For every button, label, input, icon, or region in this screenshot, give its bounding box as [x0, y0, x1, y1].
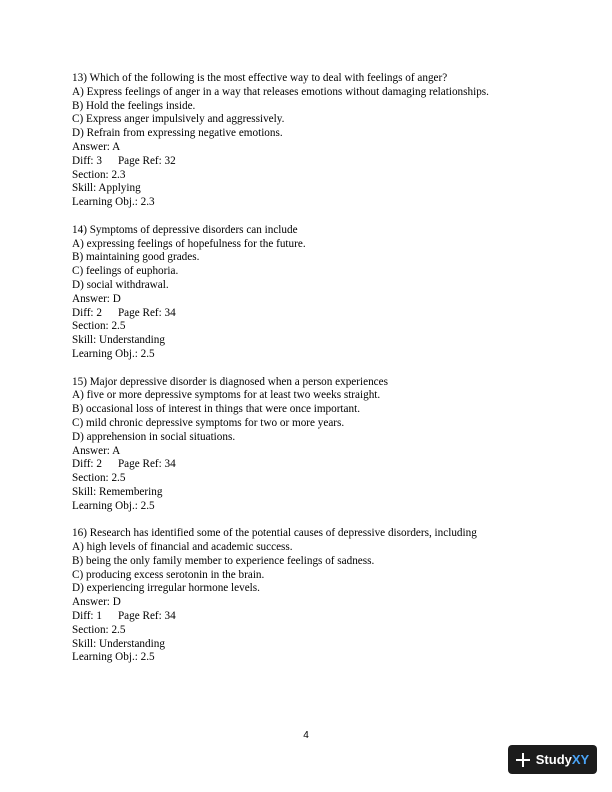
answer: Answer: A	[72, 444, 121, 457]
option-c: C) producing excess serotonin in the brain.	[72, 568, 265, 581]
option-a: A) five or more depressive symptoms for at least two weeks straight.	[72, 389, 381, 402]
option-c: C) feelings of euphoria.	[72, 265, 179, 278]
skill: Skill: Remembering	[72, 485, 163, 498]
option-a: A) Express feelings of anger in a way that releases emotions without damaging relationships.	[72, 85, 489, 98]
difficulty: Diff: 2	[72, 458, 102, 471]
learning-objective: Learning Obj.: 2.5	[72, 347, 155, 360]
page-number: 4	[303, 730, 309, 741]
badge-text-main: Study	[535, 752, 572, 767]
question-13	[72, 72, 542, 210]
page-ref: Page Ref: 32	[117, 154, 176, 167]
question-15	[72, 376, 542, 514]
question-14	[72, 224, 542, 362]
question-list	[72, 72, 542, 679]
difficulty: Diff: 2	[72, 306, 102, 319]
question-stem: 13) Which of the following is the most effective way to deal with feelings of anger?	[72, 72, 448, 84]
question-16	[72, 527, 542, 665]
option-c: C) Express anger impulsively and aggressively.	[72, 113, 285, 126]
answer: Answer: D	[72, 596, 121, 609]
question-stem: 14) Symptoms of depressive disorders can include	[72, 223, 298, 236]
question-stem: 15) Major depressive disorder is diagnosed when a person experiences	[72, 375, 388, 388]
skill: Skill: Understanding	[72, 637, 165, 650]
page-ref: Page Ref: 34	[117, 306, 176, 319]
skill: Skill: Applying	[72, 182, 141, 195]
option-a: A) expressing feelings of hopefulness for the future.	[72, 237, 306, 250]
option-d: D) apprehension in social situations.	[72, 430, 236, 443]
section: Section: 2.5	[72, 320, 126, 333]
answer: Answer: A	[72, 140, 121, 153]
badge-text	[536, 752, 589, 767]
difficulty-line	[72, 307, 542, 321]
page-ref: Page Ref: 34	[117, 610, 176, 623]
skill: Skill: Understanding	[72, 334, 165, 347]
answer: Answer: D	[72, 292, 121, 305]
page-ref: Page Ref: 34	[117, 458, 176, 471]
section: Section: 2.5	[72, 623, 126, 636]
plus-icon	[516, 753, 530, 767]
badge-text-accent: XY	[571, 752, 590, 767]
difficulty-line	[72, 155, 542, 169]
option-d: D) Refrain from expressing negative emotions.	[72, 127, 283, 140]
difficulty: Diff: 3	[72, 154, 102, 167]
difficulty-line	[72, 610, 542, 624]
option-b: B) Hold the feelings inside.	[72, 99, 196, 112]
option-d: D) experiencing irregular hormone levels.	[72, 582, 260, 595]
option-b: B) occasional loss of interest in things that were once important.	[72, 403, 361, 416]
option-c: C) mild chronic depressive symptoms for two or more years.	[72, 416, 345, 429]
question-stem: 16) Research has identified some of the potential causes of depressive disorders, including	[72, 527, 477, 540]
difficulty-line	[72, 458, 542, 472]
option-b: B) maintaining good grades.	[72, 251, 200, 264]
learning-objective: Learning Obj.: 2.3	[72, 196, 155, 209]
option-a: A) high levels of financial and academic success.	[72, 541, 293, 554]
section: Section: 2.3	[72, 168, 126, 181]
option-d: D) social withdrawal.	[72, 278, 169, 291]
learning-objective: Learning Obj.: 2.5	[72, 651, 155, 664]
section: Section: 2.5	[72, 472, 126, 485]
option-b: B) being the only family member to experience feelings of sadness.	[72, 554, 375, 567]
learning-objective: Learning Obj.: 2.5	[72, 499, 155, 512]
studyxy-badge[interactable]	[508, 745, 597, 774]
difficulty: Diff: 1	[72, 610, 102, 623]
